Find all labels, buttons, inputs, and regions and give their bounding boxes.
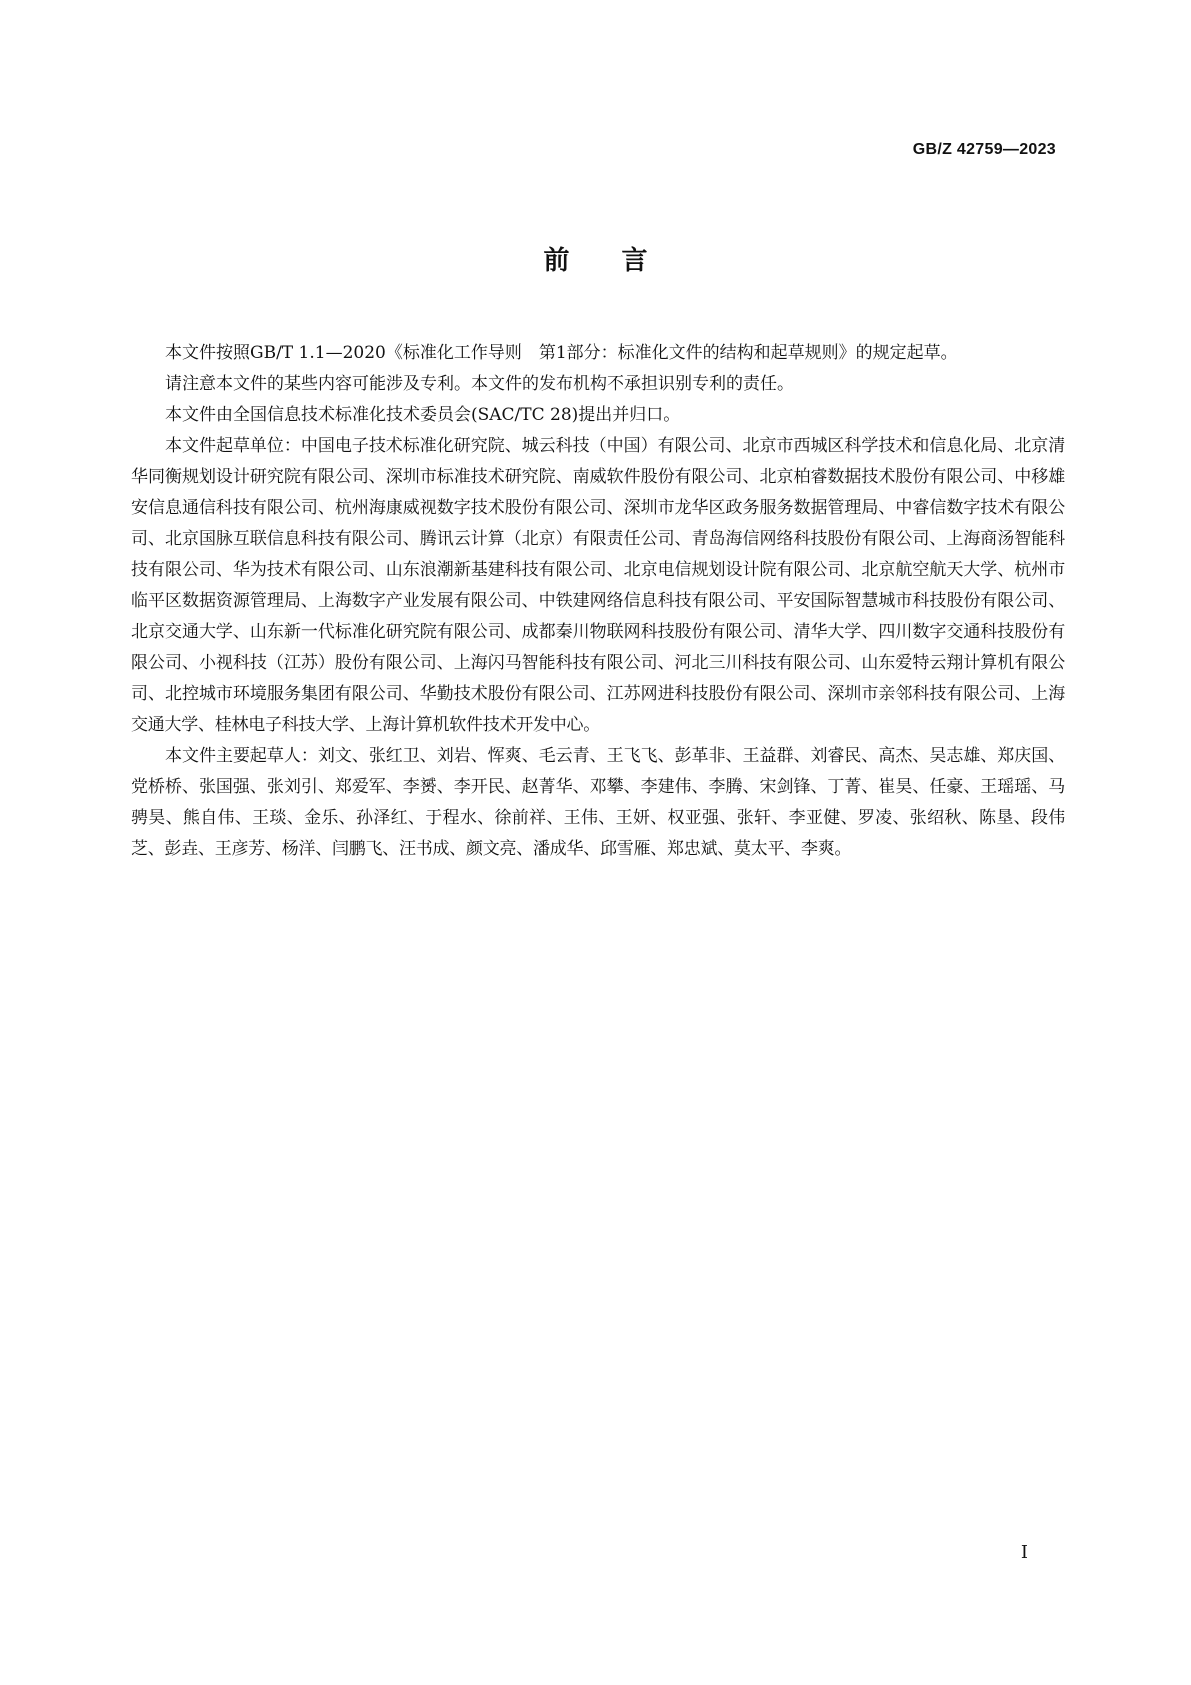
paragraph-drafting-rules: 本文件按照GB/T 1.1—2020《标准化工作导则 第1部分：标准化文件的结构和起草规则》的规定起草。	[165, 343, 958, 363]
foreword-body	[131, 338, 1065, 865]
page-number: I	[1020, 1542, 1028, 1563]
paragraph-drafters: 本文件主要起草人：刘文、张红卫、刘岩、恽爽、毛云青、王飞飞、彭革非、王益群、刘睿民、高杰、吴志雄、郑庆国、党桥桥、张国强、张刘引、郑爱军、李赟、李开民、赵菁华、邓攀、李建伟、李腾、宋剑锋、丁菁、崔昊、任豪、王瑶瑶、马骋昊、熊自伟、王琰、金乐、孙泽红、于程水、徐前祥、王伟、王妍、权亚强、张轩、李亚健、罗凌、张绍秋、陈垦、段伟芝、彭垚、王彦芳、杨洋、闫鹏飞、汪书成、颜文亮、潘成华、邱雪雁、郑忠斌、莫太平、李爽。	[131, 746, 1065, 859]
paragraph-proposer: 本文件由全国信息技术标准化技术委员会(SAC/TC 28)提出并归口。	[165, 405, 681, 425]
standard-code: GB/Z 42759—2023	[912, 141, 1056, 158]
paragraph-patent-notice: 请注意本文件的某些内容可能涉及专利。本文件的发布机构不承担识别专利的责任。	[165, 374, 794, 394]
paragraph-drafting-units: 本文件起草单位：中国电子技术标准化研究院、城云科技（中国）有限公司、北京市西城区科学技术和信息化局、北京清华同衡规划设计研究院有限公司、深圳市标准技术研究院、南威软件股份有限公司、北京柏睿数据技术股份有限公司、中移雄安信息通信科技有限公司、杭州海康威视数字技术股份有限公司、深圳市龙华区政务服务数据管理局、中睿信数字技术有限公司、北京国脉互联信息科技有限公司、腾讯云计算（北京）有限责任公司、青岛海信网络科技股份有限公司、上海商汤智能科技有限公司、华为技术有限公司、山东浪潮新基建科技有限公司、北京电信规划设计院有限公司、北京航空航天大学、杭州市临平区数据资源管理局、上海数字产业发展有限公司、中铁建网络信息科技有限公司、平安国际智慧城市科技股份有限公司、北京交通大学、山东新一代标准化研究院有限公司、成都秦川物联网科技股份有限公司、清华大学、四川数字交通科技股份有限公司、小视科技（江苏）股份有限公司、上海闪马智能科技有限公司、河北三川科技有限公司、山东爱特云翔计算机有限公司、北控城市环境服务集团有限公司、华勤技术股份有限公司、江苏网进科技股份有限公司、深圳市亲邻科技有限公司、上海交通大学、桂林电子科技大学、上海计算机软件技术开发中心。	[131, 436, 1065, 735]
section-title: 前言	[543, 246, 700, 276]
